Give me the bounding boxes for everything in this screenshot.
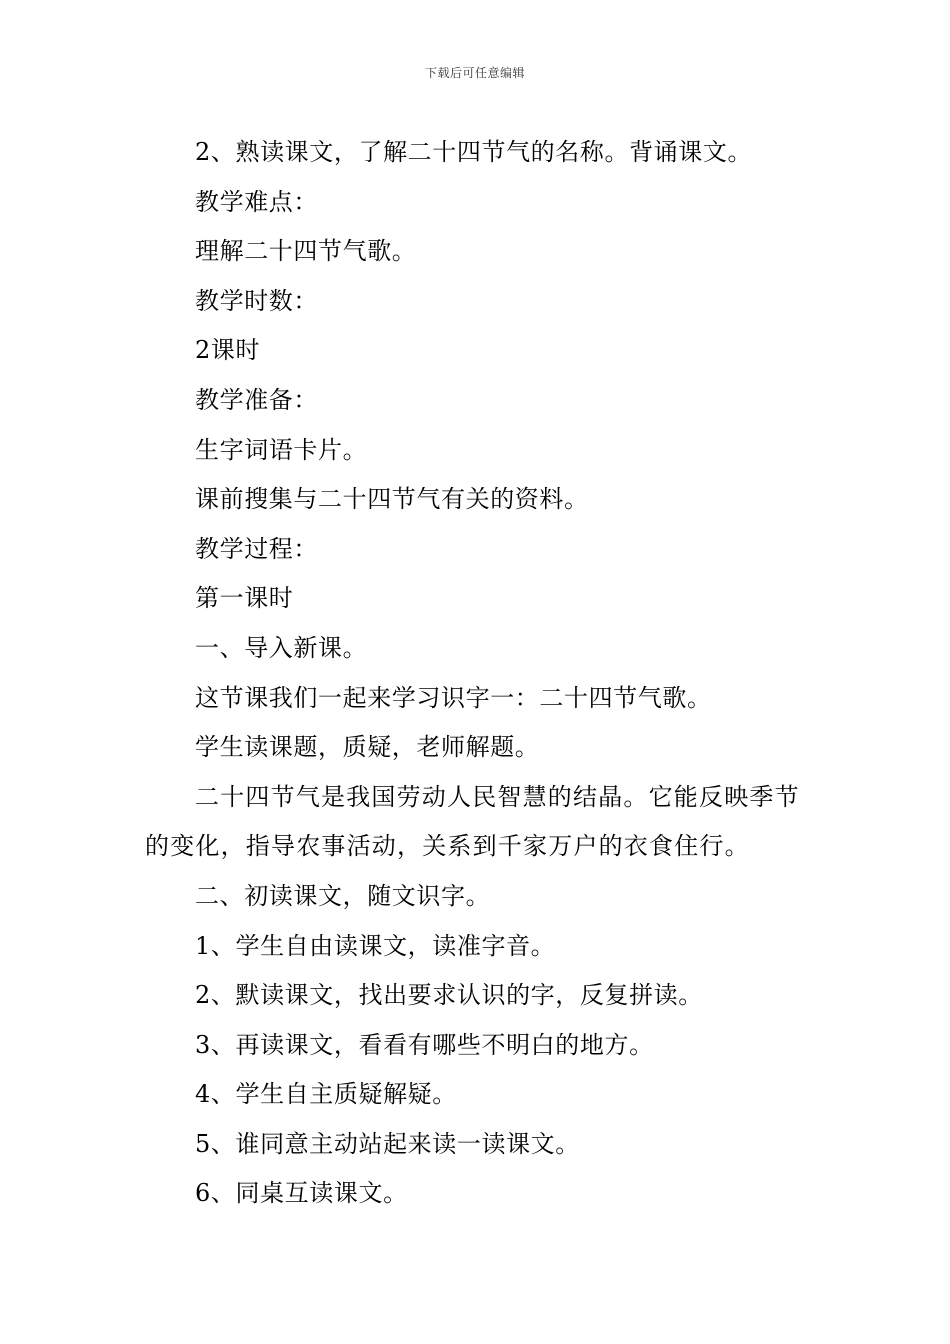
paragraph-21: 6、同桌互读课文。 <box>195 1179 408 1208</box>
paragraph-15: 二、初读课文，随文识字。 <box>195 881 491 910</box>
paragraph-6: 教学准备： <box>195 385 318 414</box>
paragraph-14: 二十四节气是我国劳动人民智慧的结晶。它能反映季节的变化，指导农事活动，关系到千家万户的衣食住行。 <box>145 782 800 861</box>
paragraph-7: 生字词语卡片。 <box>195 435 368 464</box>
paragraph-18: 3、再读课文，看看有哪些不明白的地方。 <box>195 1030 654 1059</box>
paragraph-3: 理解二十四节气歌。 <box>195 237 417 266</box>
document-body <box>145 128 815 1219</box>
paragraph-19: 4、学生自主质疑解疑。 <box>195 1080 457 1109</box>
paragraph-17: 2、默读课文，找出要求认识的字，反复拼读。 <box>195 981 703 1010</box>
paragraph-12: 这节课我们一起来学习识字一：二十四节气歌。 <box>195 683 712 712</box>
paragraph-16: 1、学生自由读课文，读准字音。 <box>195 931 556 960</box>
paragraph-1: 2、熟读课文，了解二十四节气的名称。背诵课文。 <box>195 138 753 166</box>
paragraph-9: 教学过程： <box>195 534 318 563</box>
paragraph-10: 第一课时 <box>195 584 294 613</box>
paragraph-2: 教学难点： <box>195 187 318 216</box>
paragraph-8: 课前搜集与二十四节气有关的资料。 <box>195 485 589 514</box>
page-header: 下载后可任意编辑 <box>424 66 525 80</box>
paragraph-20: 5、谁同意主动站起来读一读课文。 <box>195 1129 580 1158</box>
paragraph-5: 2课时 <box>195 336 261 365</box>
paragraph-11: 一、导入新课。 <box>195 633 368 662</box>
paragraph-13: 学生读课题，质疑，老师解题。 <box>195 733 540 762</box>
paragraph-4: 教学时数： <box>195 286 318 315</box>
